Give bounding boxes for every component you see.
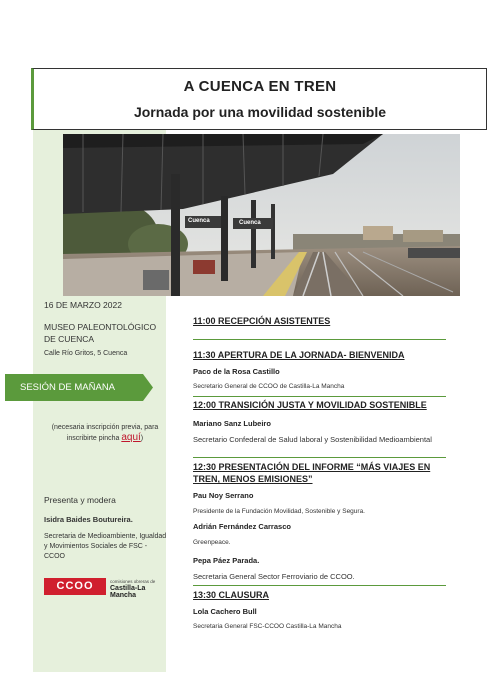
event-venue: MUSEO PALEONTOLÓGICO DE CUENCA [44, 322, 157, 344]
report-speaker-3: Pepa Páez Parada. [193, 556, 260, 565]
report-role-1: Presidente de la Fundación Movilidad, Sostenible y Segura. [193, 508, 365, 515]
report-heading-2: TREN, MENOS EMISIONES” [193, 474, 313, 484]
registration-link[interactable]: aquí [121, 432, 141, 443]
divider [193, 339, 446, 340]
transition-speaker: Mariano Sanz Lubeiro [193, 419, 271, 428]
closing-speaker: Lola Cachero Bull [193, 607, 257, 616]
report-role-2: Greenpeace. [193, 539, 231, 546]
transition-role: Secretario Confederal de Salud laboral y Sostenibilidad Medioambiental [193, 435, 432, 444]
opening-heading: 11:30 APERTURA DE LA JORNADA- BIENVENIDA [193, 350, 405, 360]
reception-heading: 11:00 RECEPCIÓN ASISTENTES [193, 316, 331, 326]
divider [193, 457, 446, 458]
logo-letters: CCOO [56, 580, 94, 592]
divider [193, 396, 446, 397]
closing-role: Secretaria General FSC-CCOO Castilla-La Mancha [193, 623, 342, 630]
station-sign-1: Cuenca [188, 218, 210, 224]
report-speaker-2: Adrián Fernández Carrasco [193, 522, 291, 531]
station-sign-2: Cuenca [239, 220, 261, 226]
page-title: A CUENCA EN TREN [183, 78, 337, 95]
report-role-3: Secretaria General Sector Ferroviario de CCOO. [193, 572, 355, 581]
station-photo [63, 134, 460, 296]
report-speaker-1: Pau Noy Serrano [193, 491, 254, 500]
page-subtitle: Jornada por una movilidad sostenible [133, 104, 387, 120]
registration-text: (necesaria inscripción previa, para inscribirte pincha [51, 424, 159, 442]
session-label: SESIÓN DE MAÑANA [20, 382, 116, 393]
report-heading-1: 12:30 PRESENTACIÓN DEL INFORME “MÁS VIAJES EN [193, 462, 431, 472]
left-margin [13, 72, 33, 672]
ccoo-logo [44, 578, 168, 599]
transition-heading: 12:00 TRANSICIÓN JUSTA Y MOVILIDAD SOSTENIBLE [193, 400, 427, 410]
logo-small-text: comisiones obreras de [110, 579, 156, 584]
event-date: 16 DE MARZO 2022 [44, 300, 122, 310]
divider [193, 585, 446, 586]
event-address: Calle Río Gritos, 5 Cuenca [44, 350, 128, 357]
opening-role: Secretario General de CCOO de Castilla-La Mancha [193, 383, 345, 390]
title-box [31, 68, 487, 130]
moderator-heading: Presenta y modera [44, 495, 116, 505]
registration-note [44, 423, 166, 444]
moderator-role: Secretaria de Medioambiente, Igualdad y Movimientos Sociales de FSC - CCOO [44, 533, 167, 560]
logo-region: Castilla-La Mancha [110, 585, 146, 599]
closing-heading: 13:30 CLAUSURA [193, 590, 270, 600]
moderator-name: Isidra Baides Boutureira. [44, 515, 133, 524]
registration-close: ) [140, 435, 144, 442]
opening-speaker: Paco de la Rosa Castillo [193, 367, 280, 376]
